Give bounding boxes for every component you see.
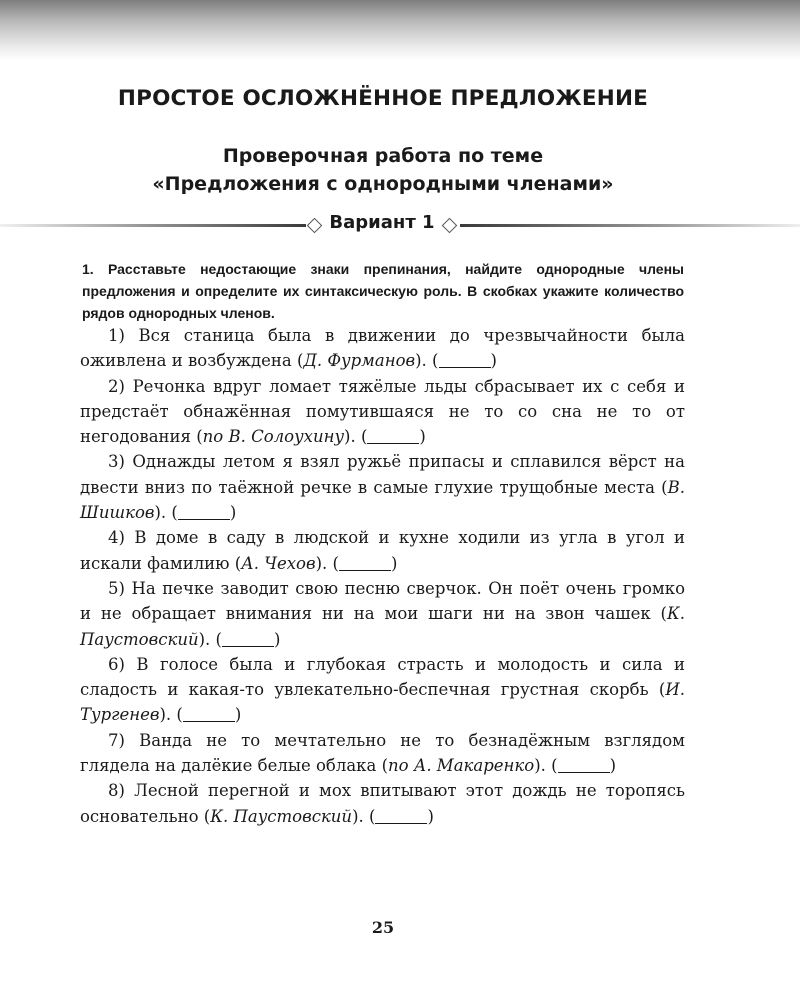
variant-label: Вариант 1 xyxy=(329,212,435,233)
exercise-item xyxy=(80,728,685,779)
diamond-ornament-icon xyxy=(307,218,323,234)
item-end: ). ( xyxy=(154,503,178,523)
exercise-item xyxy=(80,374,685,450)
item-text: 8) Лесной перегной и мох впитывают этот дождь не торопясь основательно ( xyxy=(80,781,685,826)
variant-header xyxy=(0,211,800,239)
item-author: И. Тургенев xyxy=(80,680,685,725)
item-end: ). ( xyxy=(415,351,439,371)
item-close: ) xyxy=(273,629,281,649)
exercise-item xyxy=(80,449,685,525)
item-author: А. Чехов xyxy=(241,553,316,573)
exercise-item xyxy=(80,652,685,728)
page-top-shadow xyxy=(0,0,800,60)
item-author: К. Паустовский xyxy=(210,806,353,826)
item-close: ) xyxy=(229,503,237,523)
subtitle-line-2: «Предложения с однородными членами» xyxy=(152,173,614,195)
answer-blank[interactable] xyxy=(183,707,235,723)
answer-blank[interactable] xyxy=(375,808,427,824)
item-text: 5) На печке заводит свою песню сверчок. Он поёт очень громко и не обращает внимания ни на мои шаги ни на звон чашек ( xyxy=(80,578,685,624)
item-author: по А. Макаренко xyxy=(388,756,535,776)
item-text: 4) В доме в саду в людской и кухне ходили из угла в угол и искали фамилию ( xyxy=(80,528,685,573)
page-number: 25 xyxy=(371,918,395,937)
diamond-ornament-icon xyxy=(442,218,458,234)
item-text: 1) Вся станица была в движении до чрезвычайности была оживлена и возбуждена ( xyxy=(80,326,685,371)
subtitle-line-1: Проверочная работа по теме xyxy=(222,145,544,167)
answer-blank[interactable] xyxy=(558,757,610,773)
item-end: ). ( xyxy=(534,756,558,776)
item-author: по В. Солоухину xyxy=(202,427,345,447)
exercise-list xyxy=(80,323,685,829)
item-text: 7) Ванда не то мечтательно не то безнадёжным взглядом глядела на далёкие белые облака ( xyxy=(80,730,685,776)
answer-blank[interactable] xyxy=(367,428,419,444)
item-author: Д. Фурманов xyxy=(303,351,416,371)
item-author: В. Шишков xyxy=(80,477,685,523)
item-end: ). ( xyxy=(198,629,222,649)
item-end: ). ( xyxy=(344,427,368,447)
item-close: ) xyxy=(419,427,426,447)
item-close: ) xyxy=(427,806,434,826)
task-instruction: 1. Расставьте недостающие знаки препинания, найдите однородные члены предложения и определите их синтаксическую роль. В скобках укажите количество рядов однородных членов. xyxy=(82,261,684,321)
item-close: ) xyxy=(609,756,617,776)
exercise-item xyxy=(80,778,685,829)
answer-blank[interactable] xyxy=(339,555,391,571)
answer-blank[interactable] xyxy=(178,504,230,520)
item-close: ) xyxy=(390,553,398,573)
item-end: ). ( xyxy=(352,806,376,826)
item-text: 2) Речонка вдруг ломает тяжёлые льды сбрасывает их с себя и предстаёт обнажённая помутившаяся не то со сна не то от негодования ( xyxy=(80,376,685,447)
item-end: ). ( xyxy=(159,705,183,725)
exercise-item xyxy=(80,525,685,576)
item-close: ) xyxy=(490,351,497,371)
answer-blank[interactable] xyxy=(439,352,491,368)
item-close: ) xyxy=(234,705,242,725)
decorative-rule-left xyxy=(0,224,306,227)
answer-blank[interactable] xyxy=(222,631,274,647)
exercise-item xyxy=(80,576,685,652)
item-end: ). ( xyxy=(315,553,339,573)
item-author: К. Паустовский xyxy=(80,604,685,649)
worksheet-subtitle xyxy=(0,142,766,198)
decorative-rule-right xyxy=(460,224,800,227)
item-text: 3) Однажды летом я взял ружьё припасы и сплавился вёрст на двести вниз по таёжной речке в самые глухие трущобные места ( xyxy=(80,452,685,497)
item-text: 6) В голосе была и глубокая страсть и молодость и сила и сладость и какая-то увлекательно-беспечная грустная скорбь ( xyxy=(80,654,685,700)
exercise-item xyxy=(80,323,685,374)
section-title: ПРОСТОЕ ОСЛОЖНЁННОЕ ПРЕДЛОЖЕНИЕ xyxy=(117,86,649,111)
